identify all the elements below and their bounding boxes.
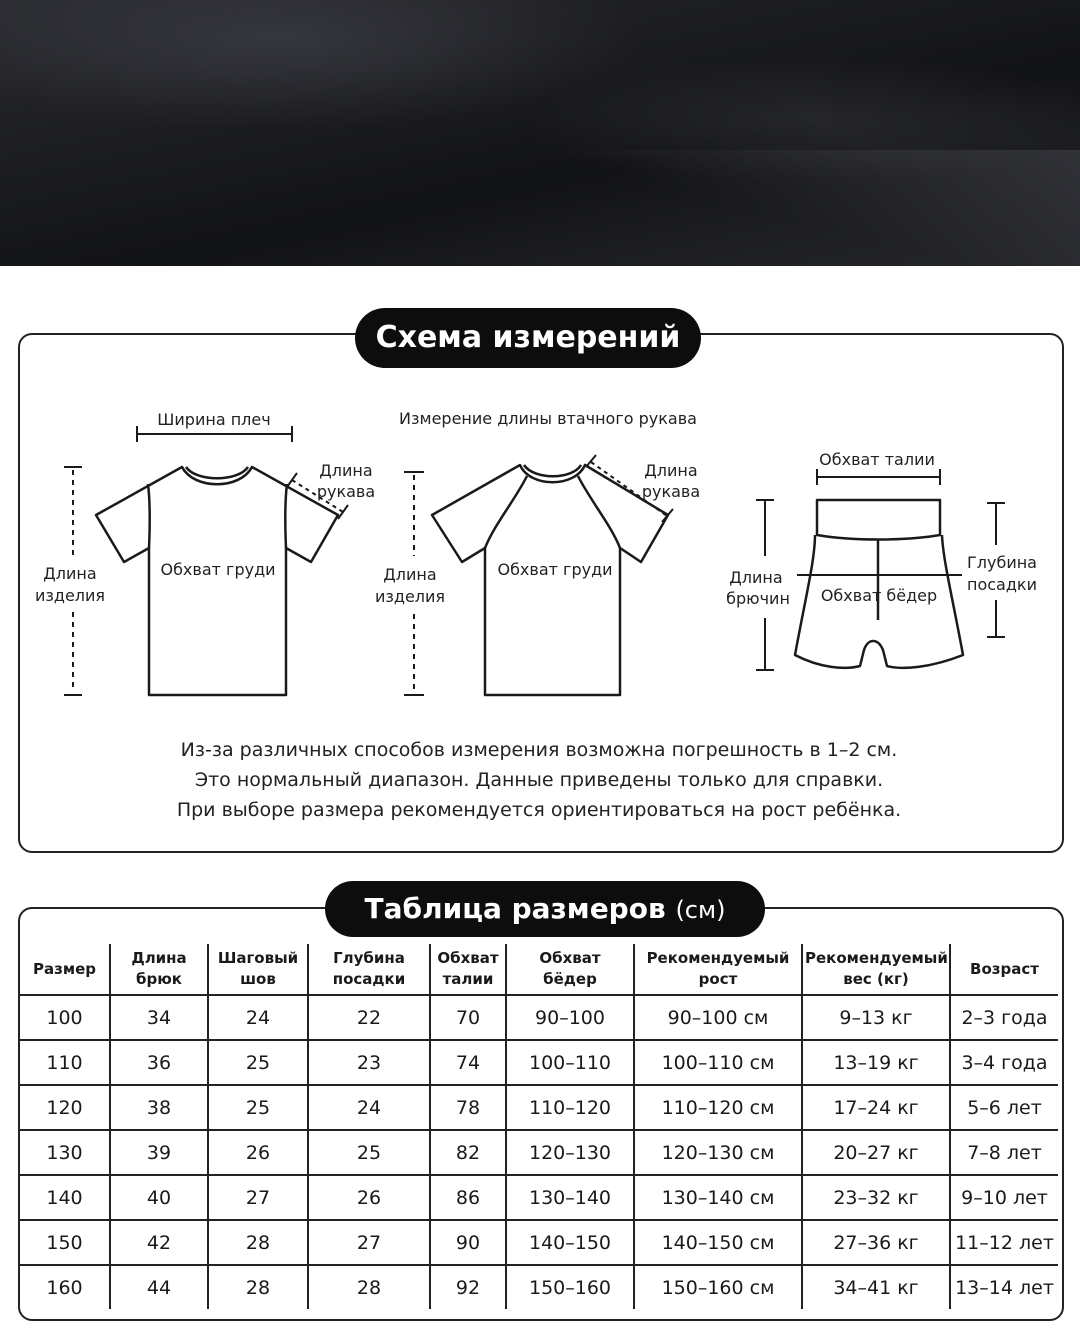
cell-weight: 9–13 кг bbox=[802, 995, 950, 1040]
cell-hips: 120–130 bbox=[506, 1130, 634, 1175]
disclaimer-line: Из-за различных способов измерения возможна погрешность в 1–2 см. bbox=[180, 739, 898, 761]
cell-age: 2–3 года bbox=[950, 995, 1058, 1040]
tshirt-standard-diagram bbox=[96, 467, 338, 695]
cell-age: 9–10 лет bbox=[950, 1175, 1058, 1220]
shoulder-width-label: Ширина плеч bbox=[157, 410, 271, 429]
cell-size: 130 bbox=[20, 1130, 110, 1175]
cell-size: 150 bbox=[20, 1220, 110, 1265]
cell-height: 100–110 см bbox=[634, 1040, 802, 1085]
size-table-body bbox=[20, 995, 1058, 1309]
rise-label-line2: посадки bbox=[967, 575, 1037, 594]
cell-inseam: 28 bbox=[208, 1265, 308, 1309]
cell-inseam: 25 bbox=[208, 1040, 308, 1085]
cell-rise: 26 bbox=[308, 1175, 430, 1220]
table-row bbox=[20, 1265, 1058, 1309]
raglan-garment-length-line1: Длина bbox=[383, 565, 437, 584]
rise-label-line1: Глубина bbox=[967, 553, 1037, 572]
cell-size: 110 bbox=[20, 1040, 110, 1085]
size-table-title-unit: (см) bbox=[675, 896, 726, 924]
tshirt-raglan-left-seam bbox=[485, 476, 527, 548]
tshirt-standard-left-sleeve-seam bbox=[148, 484, 150, 548]
trouser-length-label-line2: брючин bbox=[726, 589, 790, 608]
column-header-waist: Обхват талии bbox=[430, 944, 506, 995]
cell-weight: 20–27 кг bbox=[802, 1130, 950, 1175]
cell-size: 120 bbox=[20, 1085, 110, 1130]
tshirt-standard-collar bbox=[186, 467, 248, 478]
cell-size: 140 bbox=[20, 1175, 110, 1220]
measurement-disclaimer bbox=[18, 735, 1060, 825]
cell-waist: 92 bbox=[430, 1265, 506, 1309]
cell-hips: 130–140 bbox=[506, 1175, 634, 1220]
cell-weight: 27–36 кг bbox=[802, 1220, 950, 1265]
cell-waist: 86 bbox=[430, 1175, 506, 1220]
cell-trouser-length: 38 bbox=[110, 1085, 208, 1130]
shorts-waistband bbox=[817, 500, 940, 540]
column-header-hips: Обхват бёдер bbox=[506, 944, 634, 995]
cell-rise: 27 bbox=[308, 1220, 430, 1265]
garment-length-label-line1: Длина bbox=[43, 564, 97, 583]
table-row bbox=[20, 1220, 1058, 1265]
cell-rise: 24 bbox=[308, 1085, 430, 1130]
cell-height: 140–150 см bbox=[634, 1220, 802, 1265]
cell-weight: 13–19 кг bbox=[802, 1040, 950, 1085]
cell-height: 130–140 см bbox=[634, 1175, 802, 1220]
table-row bbox=[20, 1040, 1058, 1085]
cell-inseam: 24 bbox=[208, 995, 308, 1040]
cell-trouser-length: 44 bbox=[110, 1265, 208, 1309]
sleeve-length-label-line2: рукава bbox=[316, 482, 376, 501]
column-header-size: Размер bbox=[20, 944, 110, 995]
cell-inseam: 27 bbox=[208, 1175, 308, 1220]
size-table bbox=[20, 944, 1058, 1309]
cell-trouser-length: 34 bbox=[110, 995, 208, 1040]
table-row bbox=[20, 1175, 1058, 1220]
cell-trouser-length: 40 bbox=[110, 1175, 208, 1220]
trouser-length-label-line1: Длина bbox=[729, 568, 783, 587]
cell-weight: 23–32 кг bbox=[802, 1175, 950, 1220]
raglan-garment-length-line2: изделия bbox=[374, 587, 446, 606]
shorts-diagram bbox=[795, 500, 963, 668]
tshirt-standard-outline bbox=[96, 467, 338, 695]
cell-age: 7–8 лет bbox=[950, 1130, 1058, 1175]
column-header-rise: Глубина посадки bbox=[308, 944, 430, 995]
column-header-weight: Рекомендуемый вес (кг) bbox=[802, 944, 950, 995]
cell-height: 120–130 см bbox=[634, 1130, 802, 1175]
cell-rise: 22 bbox=[308, 995, 430, 1040]
chest-girth-label: Обхват груди bbox=[160, 560, 276, 579]
table-row bbox=[20, 1085, 1058, 1130]
tshirt-raglan-collar bbox=[524, 465, 581, 476]
disclaimer-line: Это нормальный диапазон. Данные приведены только для справки. bbox=[194, 769, 884, 791]
cell-inseam: 26 bbox=[208, 1130, 308, 1175]
cell-trouser-length: 39 bbox=[110, 1130, 208, 1175]
cell-inseam: 25 bbox=[208, 1085, 308, 1130]
cell-height: 90–100 см bbox=[634, 995, 802, 1040]
size-table-header-row bbox=[20, 944, 1058, 995]
cell-hips: 140–150 bbox=[506, 1220, 634, 1265]
cell-hips: 90–100 bbox=[506, 995, 634, 1040]
cell-age: 13–14 лет bbox=[950, 1265, 1058, 1309]
cell-inseam: 28 bbox=[208, 1220, 308, 1265]
cell-trouser-length: 42 bbox=[110, 1220, 208, 1265]
sleeve-length-label-line1: Длина bbox=[319, 461, 373, 480]
tshirt-raglan-right-seam bbox=[578, 476, 620, 548]
cell-waist: 70 bbox=[430, 995, 506, 1040]
measurement-scheme-title: Схема измерений bbox=[355, 308, 701, 368]
cell-age: 11–12 лет bbox=[950, 1220, 1058, 1265]
cell-rise: 28 bbox=[308, 1265, 430, 1309]
cell-waist: 90 bbox=[430, 1220, 506, 1265]
cell-waist: 74 bbox=[430, 1040, 506, 1085]
column-header-inseam: Шаговый шов bbox=[208, 944, 308, 995]
tshirt-standard-right-sleeve-seam bbox=[285, 484, 287, 548]
column-header-trouser-length: Длина брюк bbox=[110, 944, 208, 995]
cell-weight: 17–24 кг bbox=[802, 1085, 950, 1130]
hip-girth-label: Обхват бёдер bbox=[820, 586, 938, 605]
cell-rise: 23 bbox=[308, 1040, 430, 1085]
cell-height: 110–120 см bbox=[634, 1085, 802, 1130]
column-header-height: Рекомендуемый рост bbox=[634, 944, 802, 995]
cell-trouser-length: 36 bbox=[110, 1040, 208, 1085]
cell-age: 5–6 лет bbox=[950, 1085, 1058, 1130]
disclaimer-line: При выборе размера рекомендуется ориентироваться на рост ребёнка. bbox=[176, 799, 902, 821]
cell-height: 150–160 см bbox=[634, 1265, 802, 1309]
cell-size: 100 bbox=[46, 1006, 83, 1029]
cell-hips: 110–120 bbox=[506, 1085, 634, 1130]
table-row bbox=[20, 1130, 1058, 1175]
column-header-age: Возраст bbox=[950, 944, 1058, 995]
tshirt-raglan-diagram bbox=[432, 465, 668, 695]
cell-hips: 100–110 bbox=[506, 1040, 634, 1085]
cell-size: 160 bbox=[20, 1265, 110, 1309]
cell-age: 3–4 года bbox=[950, 1040, 1058, 1085]
cell-rise: 25 bbox=[308, 1130, 430, 1175]
cell-weight: 34–41 кг bbox=[802, 1265, 950, 1309]
raglan-sleeve-label-line2: рукава bbox=[641, 482, 701, 501]
tshirt-raglan-outline bbox=[432, 465, 668, 695]
cell-waist: 78 bbox=[430, 1085, 506, 1130]
size-table-title bbox=[325, 881, 765, 937]
raglan-chest-girth-label: Обхват груди bbox=[497, 560, 613, 579]
raglan-measure-title: Измерение длины втачного рукава bbox=[399, 409, 697, 428]
size-table-title-text: Таблица размеров bbox=[364, 892, 666, 925]
waist-girth-label: Обхват талии bbox=[819, 450, 935, 469]
cell-waist: 82 bbox=[430, 1130, 506, 1175]
garment-length-label-line2: изделия bbox=[34, 586, 106, 605]
table-row bbox=[20, 995, 1058, 1040]
raglan-sleeve-label-line1: Длина bbox=[644, 461, 698, 480]
cell-hips: 150–160 bbox=[506, 1265, 634, 1309]
